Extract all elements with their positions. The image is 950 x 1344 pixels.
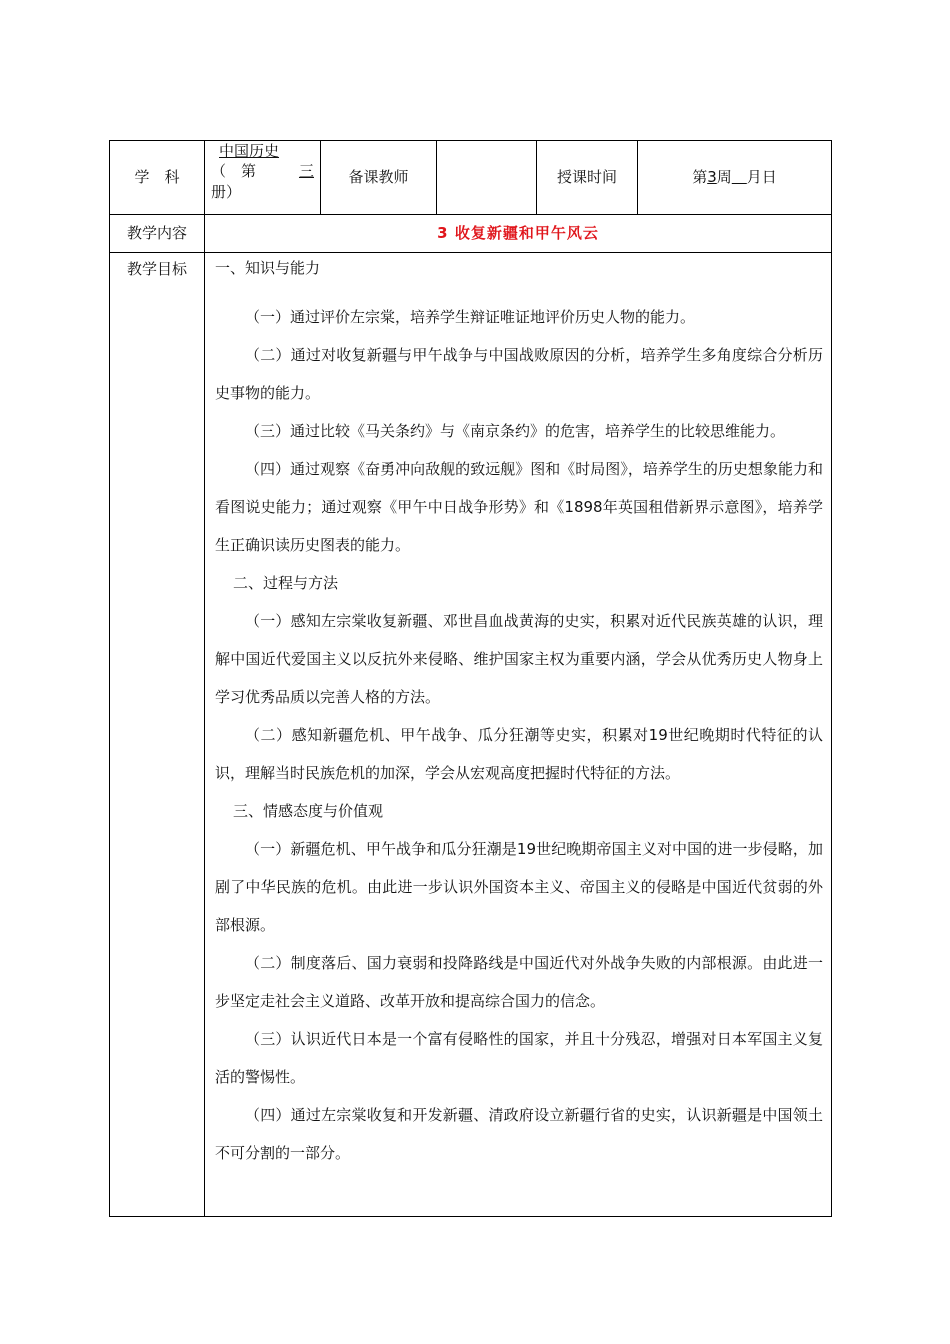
paragraph: （三）通过比较《马关条约》与《南京条约》的危害，培养学生的比较思维能力。 <box>245 421 786 440</box>
section-heading: 一、知识与能力 <box>215 259 321 277</box>
lesson-plan-table <box>109 140 832 1217</box>
section-heading: 二、过程与方法 <box>233 573 339 592</box>
teacher-value[interactable] <box>437 141 537 215</box>
paragraph: （一）新疆危机、甲午战争和瓜分狂潮是19世纪晚期帝国主义对中国的进一步侵略，加剧了中华民族的危机。由此进一步认识外国资本主义、帝国主义的侵略是中国近代贫弱的外部根源。 <box>215 839 823 934</box>
week-prefix: 第 <box>692 168 708 186</box>
week-number: 3 <box>707 168 717 186</box>
volume-number: 三 <box>298 162 314 181</box>
week-suffix: 月日 <box>746 168 777 186</box>
paragraph: （三）认识近代日本是一个富有侵略性的国家，并且十分残忍，增强对日本军国主义复活的警惕性。 <box>215 1029 823 1086</box>
section-heading: 三、情感态度与价值观 <box>233 801 384 820</box>
subject-value <box>205 141 321 215</box>
objectives-label: 教学目标 <box>110 253 205 1217</box>
volume-line <box>211 161 314 181</box>
paragraph: （一）通过评价左宗棠，培养学生辩证唯证地评价历史人物的能力。 <box>245 307 696 326</box>
lesson-title: 3 收复新疆和甲午风云 <box>205 215 832 253</box>
paragraph: （二）通过对收复新疆与甲午战争与中国战败原因的分析，培养学生多角度综合分析历史事物的能力。 <box>215 345 823 402</box>
content-row <box>110 215 832 253</box>
volume-open: （ 第 <box>211 162 257 181</box>
content-label: 教学内容 <box>110 215 205 253</box>
week-mid: 周 <box>716 168 732 186</box>
time-label: 授课时间 <box>537 141 638 215</box>
week-blank <box>732 168 747 186</box>
subject-label: 学 科 <box>110 141 205 215</box>
volume-close: 册） <box>211 182 242 201</box>
header-row <box>110 141 832 215</box>
teacher-label: 备课教师 <box>321 141 437 215</box>
time-value <box>638 141 832 215</box>
paragraph: （二）感知新疆危机、甲午战争、瓜分狂潮等史实，积累对19世纪晚期时代特征的认识，理解当时民族危机的加深，学会从宏观高度把握时代特征的方法。 <box>215 725 823 782</box>
paragraph: （一）感知左宗棠收复新疆、邓世昌血战黄海的史实，积累对近代民族英雄的认识，理解中国近代爱国主义以反抗外来侵略、维护国家主权为重要内涵，学会从优秀历史人物身上学习优秀品质以完善人格的方法。 <box>215 611 823 706</box>
paragraph: （四）通过观察《奋勇冲向敌舰的致远舰》图和《时局图》，培养学生的历史想象能力和看图说史能力；通过观察《甲午中日战争形势》和《1898年英国租借新界示意图》，培养学生正确识读历史图表的能力。 <box>215 459 823 554</box>
objectives-content <box>205 253 832 1217</box>
subject-name: 中国历史 <box>219 142 280 160</box>
paragraph: （四）通过左宗棠收复和开发新疆、清政府设立新疆行省的史实，认识新疆是中国领土不可分割的一部分。 <box>215 1105 823 1162</box>
paragraph: （二）制度落后、国力衰弱和投降路线是中国近代对外战争失败的内部根源。由此进一步坚定走社会主义道路、改革开放和提高综合国力的信念。 <box>215 953 823 1010</box>
objectives-row <box>110 253 832 1217</box>
